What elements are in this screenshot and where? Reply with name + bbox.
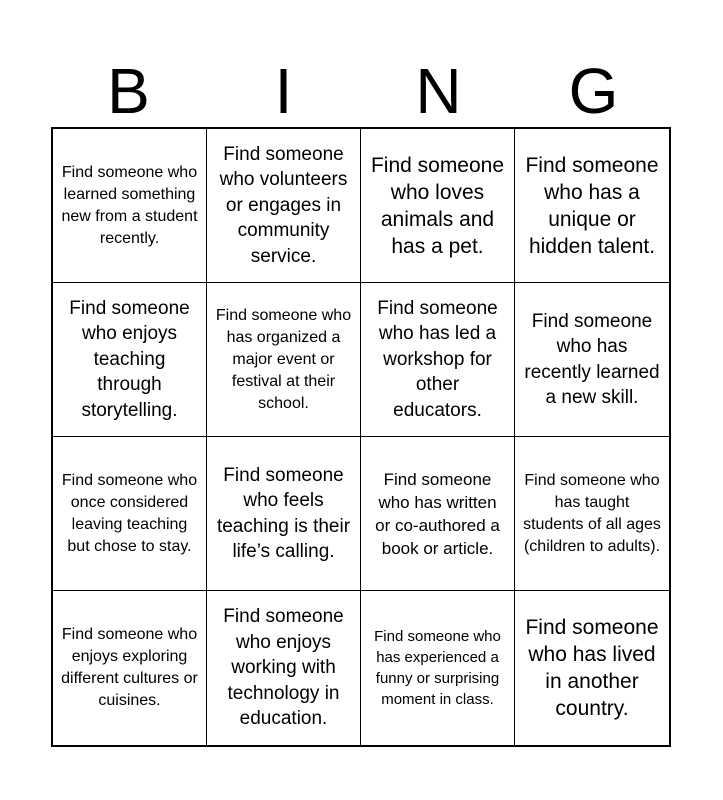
bingo-cell-r3c2[interactable] bbox=[207, 437, 361, 591]
bingo-cell-r3c4[interactable] bbox=[515, 437, 669, 591]
bingo-cell-r2c4[interactable] bbox=[515, 283, 669, 437]
cell-text: Find someone who loves animals and has a pet. bbox=[370, 153, 505, 258]
bingo-cell-r1c3[interactable] bbox=[361, 129, 515, 283]
bingo-cell-r4c3[interactable] bbox=[361, 591, 515, 745]
bingo-board bbox=[51, 127, 671, 747]
bingo-cell-r3c1[interactable] bbox=[53, 437, 207, 591]
bingo-cell-r1c4[interactable] bbox=[515, 129, 669, 283]
bingo-header bbox=[51, 56, 671, 126]
cell-text: Find someone who learned something new from a student recently. bbox=[61, 163, 198, 247]
bingo-cell-r1c2[interactable] bbox=[207, 129, 361, 283]
cell-text: Find someone who has led a workshop for other educators. bbox=[377, 297, 498, 421]
cell-text: Find someone who feels teaching is their life’s calling. bbox=[216, 464, 351, 562]
header-letter-i: I bbox=[274, 55, 293, 127]
cell-text: Find someone who has written or co-authored a book or article. bbox=[375, 469, 500, 558]
header-letter-g: G bbox=[568, 55, 619, 127]
cell-text: Find someone who has a unique or hidden talent. bbox=[525, 153, 659, 258]
bingo-cell-r4c1[interactable] bbox=[53, 591, 207, 745]
cell-text: Find someone who has lived in another country. bbox=[525, 616, 659, 720]
header-letter-n: N bbox=[415, 55, 462, 127]
bingo-cell-r3c3[interactable] bbox=[361, 437, 515, 591]
cell-text: Find someone who enjoys teaching through storytelling. bbox=[69, 297, 190, 421]
cell-text: Find someone who has experienced a funny or surprising moment in class. bbox=[374, 628, 501, 708]
bingo-cell-r1c1[interactable] bbox=[53, 129, 207, 283]
bingo-cell-r2c3[interactable] bbox=[361, 283, 515, 437]
cell-text: Find someone who has taught students of all ages (children to adults). bbox=[523, 471, 661, 555]
header-letter-b: B bbox=[107, 55, 150, 127]
cell-text: Find someone who has organized a major event or festival at their school. bbox=[215, 306, 352, 412]
cell-text: Find someone who enjoys working with technology in education. bbox=[223, 606, 344, 730]
bingo-cell-r2c2[interactable] bbox=[207, 283, 361, 437]
cell-text: Find someone who once considered leaving teaching but chose to stay. bbox=[61, 471, 198, 555]
bingo-cell-r2c1[interactable] bbox=[53, 283, 207, 437]
cell-text: Find someone who has recently learned a new skill. bbox=[524, 310, 660, 408]
bingo-cell-r4c2[interactable] bbox=[207, 591, 361, 745]
cell-text: Find someone who enjoys exploring different cultures or cuisines. bbox=[61, 626, 198, 709]
bingo-cell-r4c4[interactable] bbox=[515, 591, 669, 745]
cell-text: Find someone who volunteers or engages in community service. bbox=[219, 143, 348, 267]
